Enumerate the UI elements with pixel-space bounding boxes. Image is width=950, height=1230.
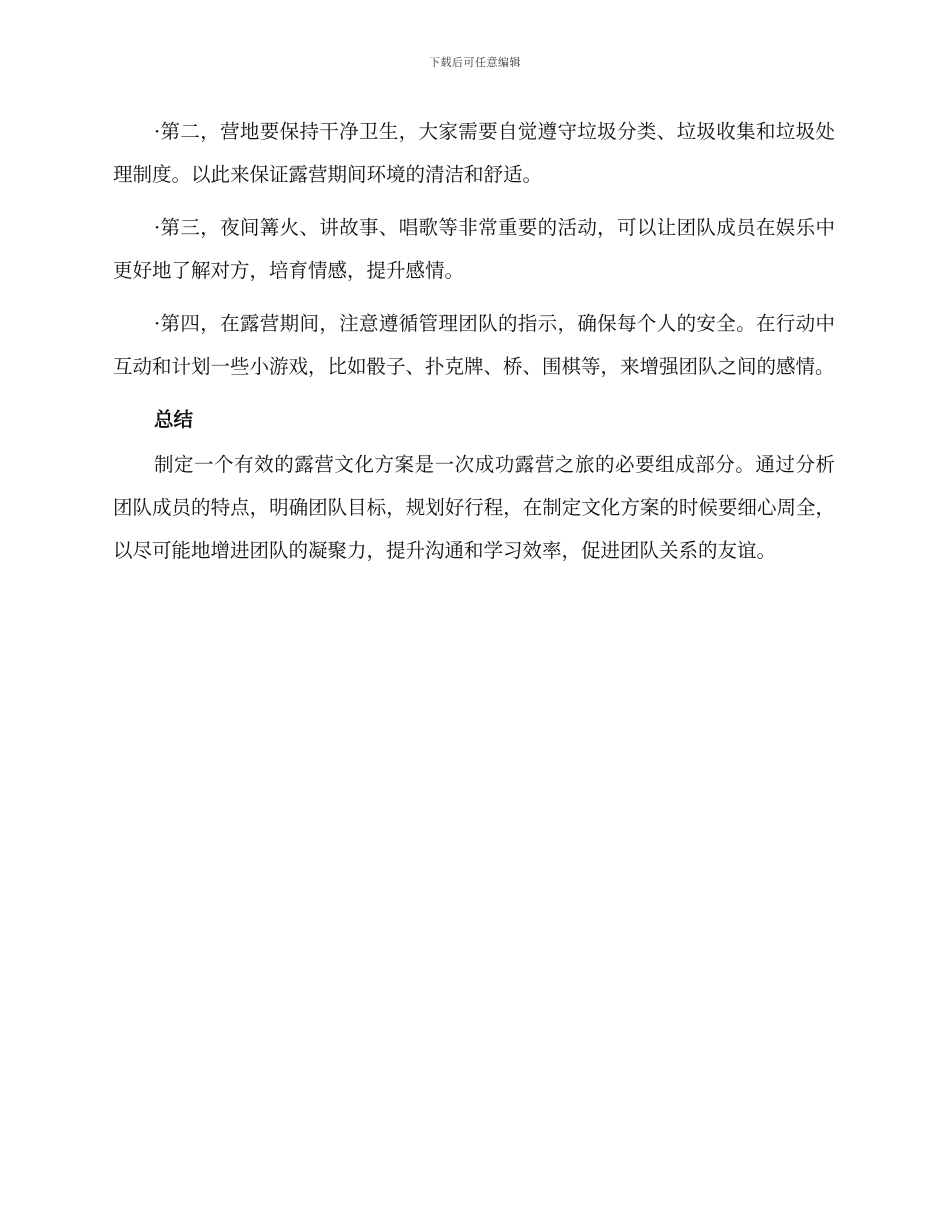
paragraph-point-four: ·第四，在露营期间，注意遵循管理团队的指示，确保每个人的安全。在行动中互动和计划一些小游戏，比如骰子、扑克牌、桥、围棋等，来增强团队之间的感情。 (113, 312, 835, 378)
paragraph-point-three: ·第三，夜间篝火、讲故事、唱歌等非常重要的活动，可以让团队成员在娱乐中更好地了解对方，培育情感，提升感情。 (113, 216, 835, 282)
summary-heading: 总结 (154, 408, 194, 431)
document-body (113, 110, 835, 582)
page-header-note: 下载后可任意编辑 (429, 56, 521, 69)
paragraph-point-two: ·第二，营地要保持干净卫生，大家需要自觉遵守垃圾分类、垃圾收集和垃圾处理制度。以此来保证露营期间环境的清洁和舒适。 (113, 120, 835, 186)
summary-paragraph: 制定一个有效的露营文化方案是一次成功露营之旅的必要组成部分。通过分析团队成员的特点，明确团队目标，规划好行程，在制定文化方案的时候要细心周全，以尽可能地增进团队的凝聚力，提升沟通和学习效率，促进团队关系的友谊。 (113, 453, 835, 562)
